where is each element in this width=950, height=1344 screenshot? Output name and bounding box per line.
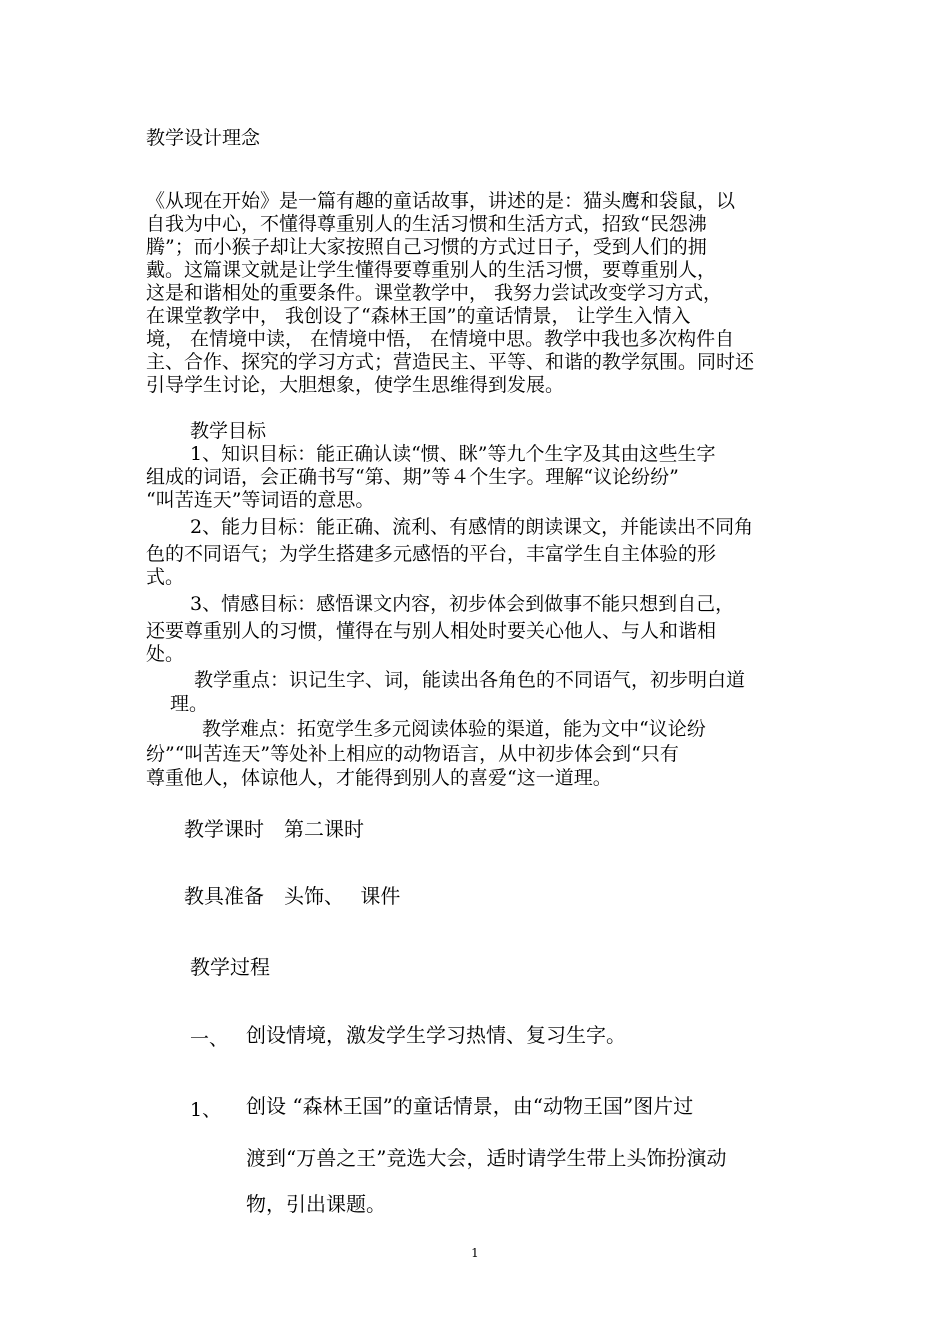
concept-line: 戴。这篇课文就是让学生懂得要尊重别人的生活习惯，要尊重别人，	[146, 259, 717, 281]
goal-line: 色的不同语气；为学生搭建多元感悟的平台，丰富学生自主体验的形	[146, 543, 717, 565]
difficulty-line: 纷”“叫苦连天”等处补上相应的动物语言，从中初步体会到“只有	[146, 743, 679, 765]
concept-line: 《从现在开始》是一篇有趣的童话故事，讲述的是：猫头鹰和袋鼠，以	[146, 190, 736, 212]
goal-line: 式。	[146, 566, 185, 588]
concept-line: 腾”；而小猴子却让大家按照自己习惯的方式过日子，受到人们的拥	[146, 236, 707, 258]
concept-line: 这是和谐相处的重要条件。课堂教学中， 我努力尝试改变学习方式，	[146, 282, 723, 304]
goal-line: 1、知识目标：能正确认读“惯、眯”等九个生字及其由这些生字	[190, 443, 716, 465]
goal-line: “叫苦连天”等词语的意思。	[146, 489, 375, 511]
goal-line: 处。	[146, 643, 185, 665]
goal-line: 3、情感目标：感悟课文内容，初步体会到做事不能只想到自己，	[190, 593, 735, 615]
goal-line: 2、能力目标：能正确、流利、有感情的朗读课文，并能读出不同角	[190, 516, 754, 538]
page-number: 1	[471, 1246, 479, 1260]
difficulty-line: 尊重他人，体谅他人，才能得到别人的喜爱“这一道理。	[146, 767, 612, 789]
substep-line: 创设 “森林王国”的童话情景，由“动物王国”图片过	[246, 1094, 694, 1118]
step-one-text: 创设情境，激发学生学习热情、复习生字。	[246, 1023, 626, 1047]
substep-line: 物，引出课题。	[246, 1192, 386, 1216]
focus-line: 教学重点：识记生字、词，能读出各角色的不同语气，初步明白道	[194, 669, 746, 691]
concept-line: 自我为中心，不懂得尊重别人的生活习惯和生活方式，招致“民怨沸	[146, 213, 707, 235]
concept-line: 境， 在情境中读， 在情境中悟， 在情境中思。教学中我也多次构件自	[146, 328, 735, 350]
difficulty-line: 教学难点：拓宽学生多元阅读体验的渠道，能为文中“议论纷	[202, 718, 706, 740]
class-hours: 教学课时 第二课时	[184, 817, 364, 841]
concept-line: 主、合作、探究的学习方式；营造民主、平等、和谐的教学氛围。同时还	[146, 351, 755, 373]
concept-line: 在课堂教学中， 我创设了“森林王国”的童话情景， 让学生入情入	[146, 305, 691, 327]
goal-line: 还要尊重别人的习惯，懂得在与别人相处时要关心他人、与人和谐相	[146, 620, 717, 642]
substep-one-number: 1、	[190, 1099, 222, 1121]
concept-line: 引导学生讨论，大胆想象，使学生思维得到发展。	[146, 374, 565, 396]
concept-heading: 教学设计理念	[146, 127, 261, 149]
goal-line: 组成的词语，会正确书写“第、期”等４个生字。理解“议论纷纷”	[146, 466, 679, 488]
step-one-number: 一、	[190, 1028, 229, 1050]
focus-line: 理。	[170, 693, 209, 715]
goals-heading: 教学目标	[190, 420, 267, 442]
teaching-tools: 教具准备 头饰、 课件	[184, 884, 401, 908]
process-heading: 教学过程	[190, 955, 270, 979]
substep-line: 渡到“万兽之王”竞选大会，适时请学生带上头饰扮演动	[246, 1146, 727, 1170]
